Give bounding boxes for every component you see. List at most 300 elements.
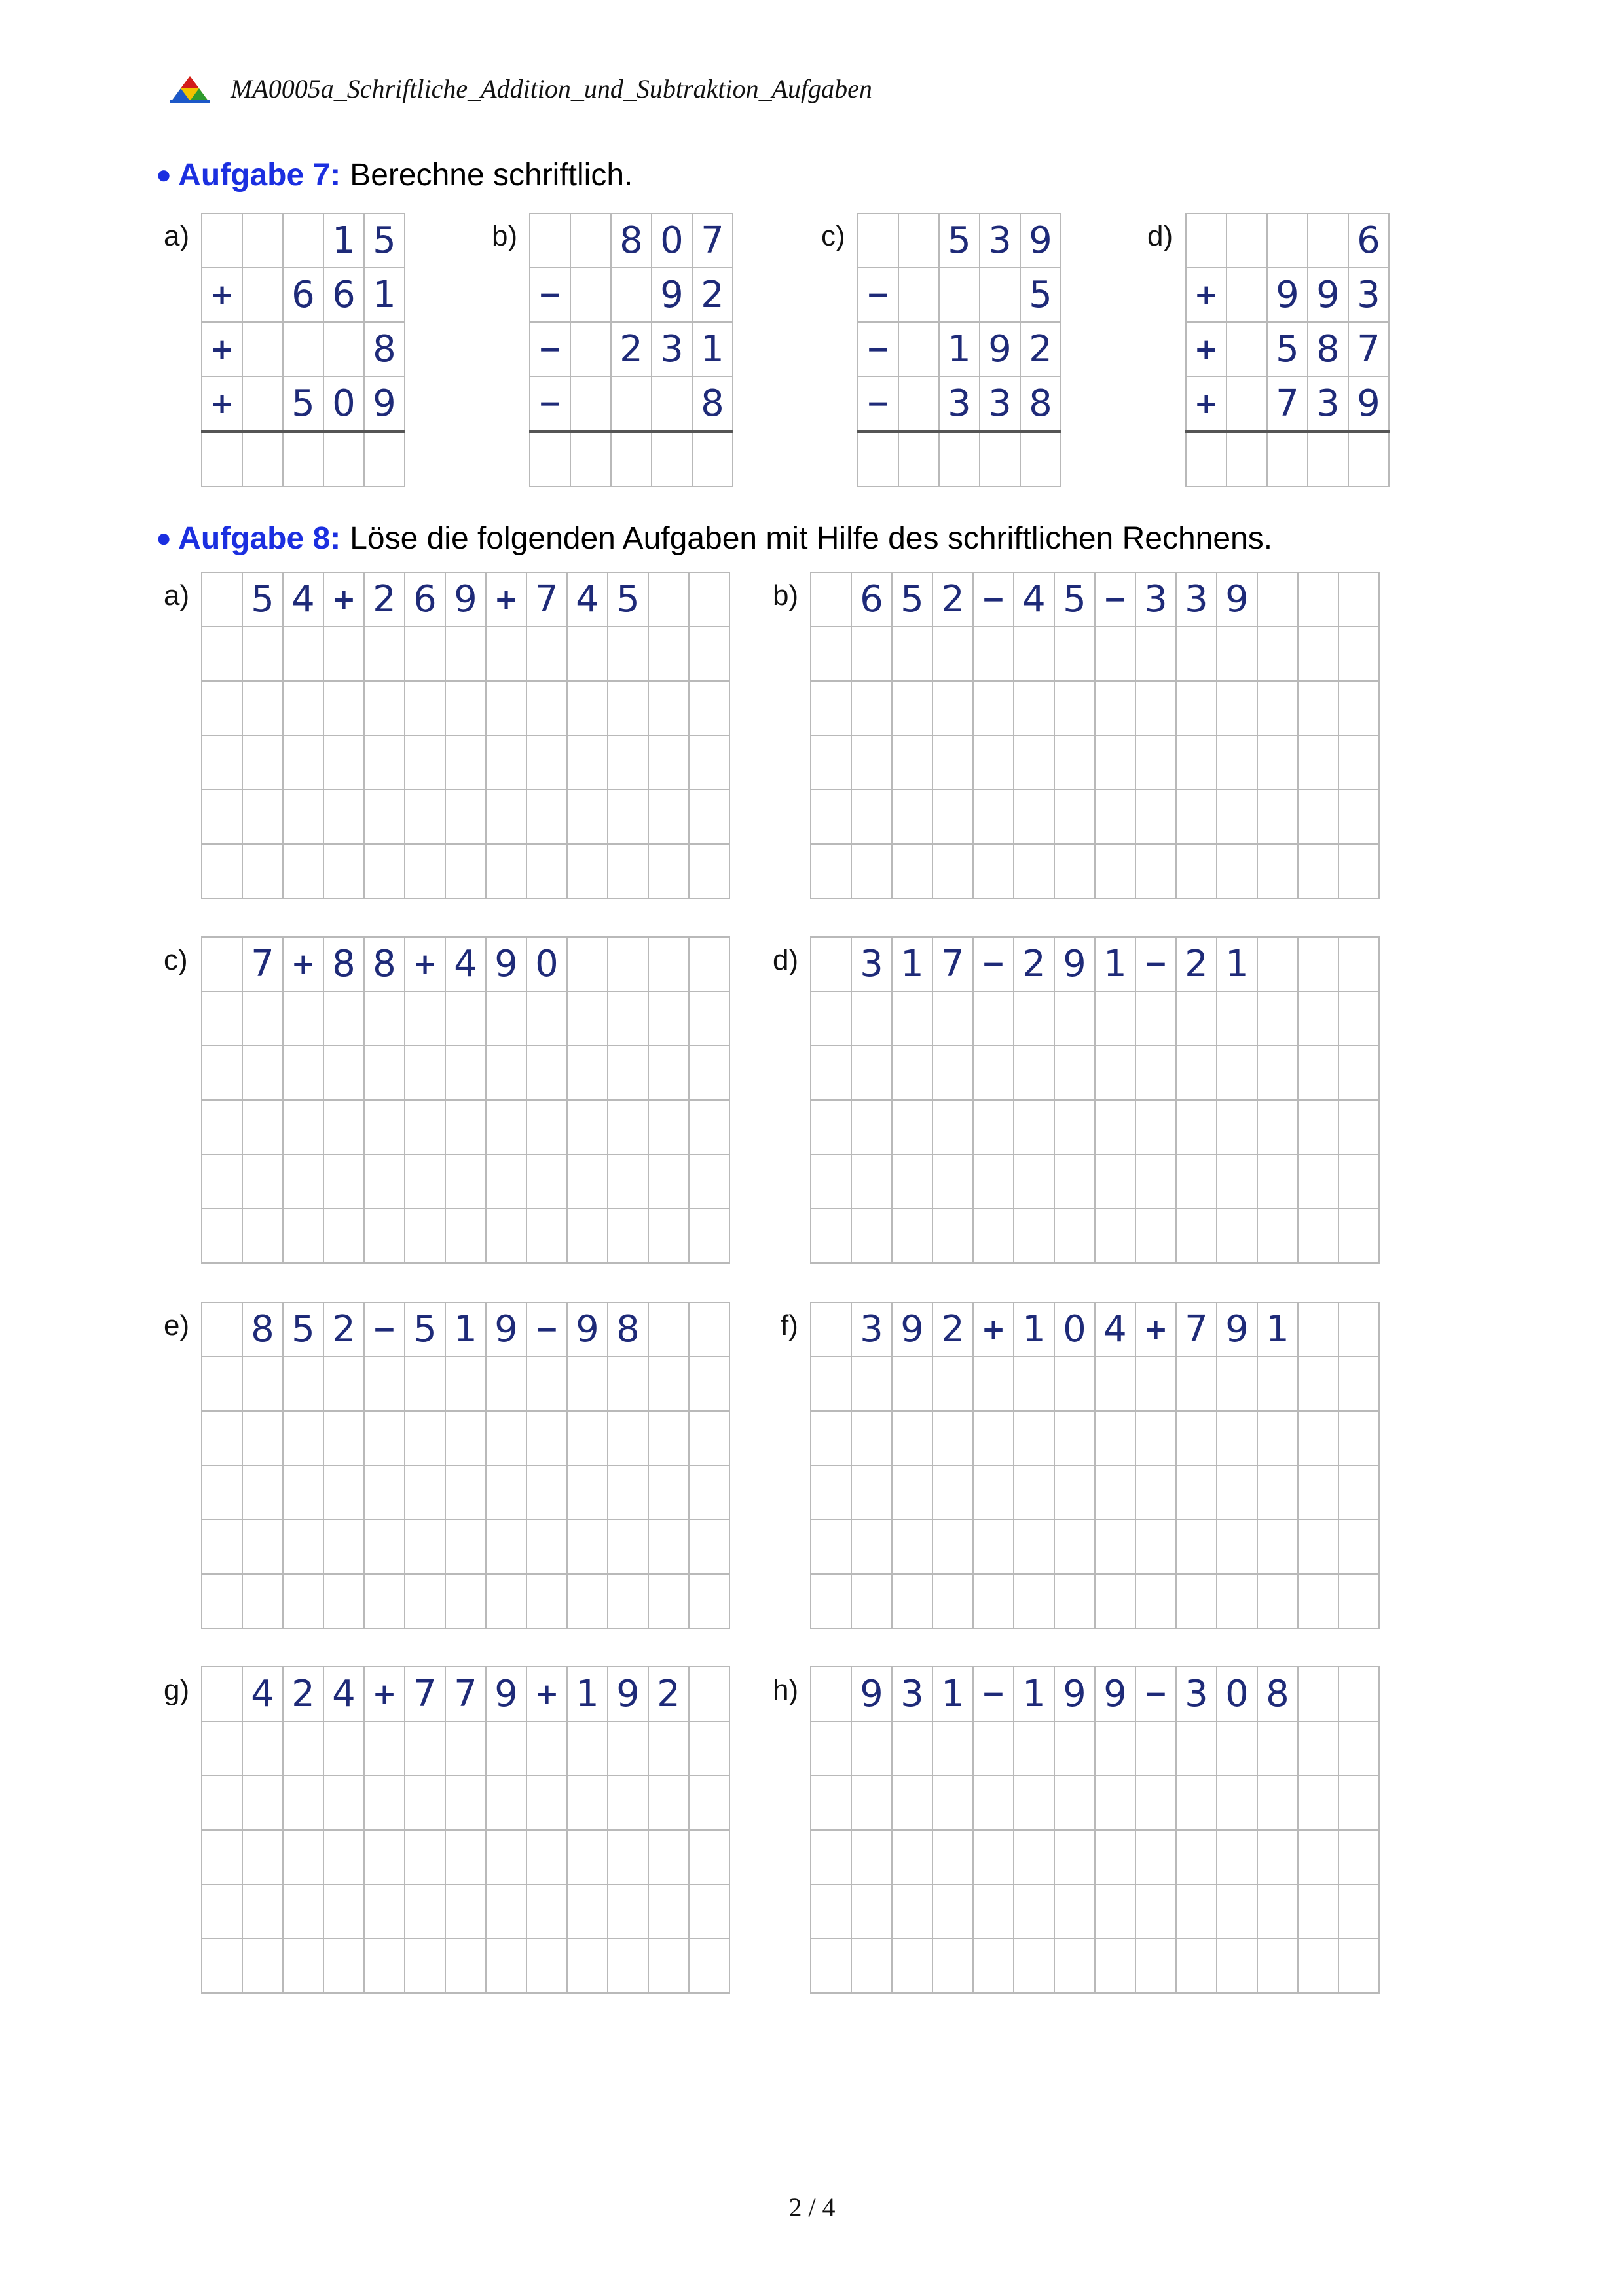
grid-cell[interactable] — [1095, 1411, 1135, 1465]
grid-cell[interactable] — [892, 991, 932, 1046]
grid-cell[interactable] — [648, 735, 689, 790]
grid-cell[interactable] — [526, 1357, 567, 1411]
grid-cell[interactable] — [1217, 681, 1257, 735]
grid-cell[interactable] — [323, 1357, 364, 1411]
grid-cell[interactable] — [242, 1209, 283, 1263]
grid-cell[interactable] — [608, 1100, 648, 1154]
grid-cell[interactable] — [526, 1154, 567, 1209]
grid-cell[interactable] — [445, 735, 486, 790]
grid-cell[interactable] — [486, 1100, 526, 1154]
grid-cell[interactable] — [932, 1411, 973, 1465]
grid-cell[interactable] — [526, 1939, 567, 1993]
grid-cell[interactable] — [1054, 1520, 1095, 1574]
grid-cell[interactable] — [689, 1209, 729, 1263]
grid-cell[interactable] — [608, 1721, 648, 1776]
grid-cell[interactable] — [973, 1209, 1014, 1263]
grid-cell[interactable] — [1095, 1884, 1135, 1939]
grid-cell[interactable] — [1176, 991, 1217, 1046]
grid-cell[interactable] — [973, 790, 1014, 844]
grid-cell[interactable] — [1014, 1574, 1054, 1628]
grid-cell[interactable] — [1257, 627, 1298, 681]
grid-cell[interactable] — [648, 844, 689, 898]
grid-cell[interactable] — [1176, 1357, 1217, 1411]
grid-cell[interactable] — [486, 1154, 526, 1209]
grid-cell[interactable] — [202, 1209, 242, 1263]
grid-cell[interactable] — [1135, 1574, 1176, 1628]
grid-cell[interactable] — [530, 213, 570, 268]
grid-cell[interactable] — [1014, 1046, 1054, 1100]
grid-cell[interactable] — [567, 681, 608, 735]
grid-cell[interactable] — [811, 1721, 851, 1776]
grid-cell[interactable] — [689, 1574, 729, 1628]
grid-cell[interactable] — [1267, 213, 1308, 268]
grid-cell[interactable] — [932, 1884, 973, 1939]
grid-cell[interactable] — [242, 1939, 283, 1993]
grid-cell[interactable] — [608, 790, 648, 844]
grid-cell[interactable] — [1054, 1830, 1095, 1884]
grid-cell[interactable] — [1338, 1830, 1379, 1884]
grid-cell[interactable] — [1135, 1154, 1176, 1209]
grid-cell[interactable] — [932, 1830, 973, 1884]
grid-cell[interactable] — [648, 1830, 689, 1884]
grid-cell[interactable] — [1298, 1046, 1338, 1100]
grid-cell[interactable] — [973, 1830, 1014, 1884]
grid-cell[interactable] — [932, 735, 973, 790]
grid-cell[interactable] — [486, 1209, 526, 1263]
grid-cell[interactable] — [1298, 1939, 1338, 1993]
grid-cell[interactable] — [892, 1465, 932, 1520]
grid-cell[interactable] — [202, 1100, 242, 1154]
grid-cell[interactable] — [608, 1357, 648, 1411]
grid-cell[interactable] — [648, 937, 689, 991]
grid-cell[interactable] — [811, 1357, 851, 1411]
grid-cell[interactable] — [202, 937, 242, 991]
grid-cell[interactable] — [445, 1939, 486, 1993]
grid-cell[interactable] — [1298, 1520, 1338, 1574]
grid-cell[interactable] — [364, 1520, 405, 1574]
grid-cell[interactable] — [1014, 627, 1054, 681]
grid-cell[interactable] — [851, 1046, 892, 1100]
grid-cell[interactable] — [202, 1776, 242, 1830]
grid-cell[interactable] — [202, 844, 242, 898]
grid-cell[interactable] — [1257, 1884, 1298, 1939]
grid-cell[interactable] — [405, 1884, 445, 1939]
grid-cell[interactable] — [323, 1465, 364, 1520]
grid-cell[interactable] — [652, 376, 692, 431]
grid-cell[interactable] — [892, 790, 932, 844]
grid-cell[interactable] — [1257, 681, 1298, 735]
grid-cell[interactable] — [1054, 1100, 1095, 1154]
grid-cell[interactable] — [405, 1154, 445, 1209]
grid-cell[interactable] — [980, 431, 1020, 486]
grid-cell[interactable] — [242, 1884, 283, 1939]
grid-cell[interactable] — [1176, 1520, 1217, 1574]
grid-cell[interactable] — [323, 1939, 364, 1993]
grid-cell[interactable] — [202, 1667, 242, 1721]
grid-cell[interactable] — [689, 1520, 729, 1574]
grid-cell[interactable] — [1298, 991, 1338, 1046]
grid-cell[interactable] — [526, 1574, 567, 1628]
grid-cell[interactable] — [892, 1721, 932, 1776]
grid-cell[interactable] — [526, 1411, 567, 1465]
grid-cell[interactable] — [1176, 735, 1217, 790]
grid-cell[interactable] — [1217, 1939, 1257, 1993]
grid-cell[interactable] — [1014, 681, 1054, 735]
grid-cell[interactable] — [486, 627, 526, 681]
grid-cell[interactable] — [1298, 1465, 1338, 1520]
grid-cell[interactable] — [689, 627, 729, 681]
grid-cell[interactable] — [1338, 1411, 1379, 1465]
grid-cell[interactable] — [608, 1574, 648, 1628]
grid-cell[interactable] — [323, 1209, 364, 1263]
grid-cell[interactable] — [932, 1520, 973, 1574]
grid-cell[interactable] — [567, 1830, 608, 1884]
grid-cell[interactable] — [973, 735, 1014, 790]
grid-cell[interactable] — [1176, 1046, 1217, 1100]
grid-cell[interactable] — [932, 991, 973, 1046]
grid-cell[interactable] — [851, 1209, 892, 1263]
grid-cell[interactable] — [1338, 790, 1379, 844]
grid-cell[interactable] — [364, 1154, 405, 1209]
grid-cell[interactable] — [1176, 681, 1217, 735]
grid-cell[interactable] — [1257, 572, 1298, 627]
grid-cell[interactable] — [1095, 1520, 1135, 1574]
grid-cell[interactable] — [486, 1884, 526, 1939]
grid-cell[interactable] — [570, 376, 611, 431]
grid-cell[interactable] — [858, 431, 898, 486]
grid-cell[interactable] — [1338, 1465, 1379, 1520]
grid-cell[interactable] — [973, 681, 1014, 735]
grid-cell[interactable] — [526, 1721, 567, 1776]
grid-cell[interactable] — [445, 1100, 486, 1154]
grid-cell[interactable] — [892, 735, 932, 790]
grid-cell[interactable] — [1257, 1100, 1298, 1154]
grid-cell[interactable] — [526, 1830, 567, 1884]
grid-cell[interactable] — [1298, 681, 1338, 735]
grid-cell[interactable] — [526, 1776, 567, 1830]
grid-cell[interactable] — [811, 991, 851, 1046]
grid-cell[interactable] — [567, 1939, 608, 1993]
grid-cell[interactable] — [323, 735, 364, 790]
grid-cell[interactable] — [283, 1939, 323, 1993]
grid-cell[interactable] — [364, 431, 405, 486]
grid-cell[interactable] — [1298, 1209, 1338, 1263]
grid-cell[interactable] — [202, 681, 242, 735]
grid-cell[interactable] — [1014, 1721, 1054, 1776]
grid-cell[interactable] — [1054, 1209, 1095, 1263]
grid-cell[interactable] — [1338, 1939, 1379, 1993]
grid-cell[interactable] — [898, 431, 939, 486]
grid-cell[interactable] — [892, 1209, 932, 1263]
grid-cell[interactable] — [811, 681, 851, 735]
grid-cell[interactable] — [445, 1154, 486, 1209]
grid-cell[interactable] — [570, 268, 611, 322]
grid-cell[interactable] — [323, 1154, 364, 1209]
grid-cell[interactable] — [1298, 844, 1338, 898]
grid-cell[interactable] — [1176, 1411, 1217, 1465]
grid-cell[interactable] — [486, 1939, 526, 1993]
grid-cell[interactable] — [242, 1830, 283, 1884]
grid-cell[interactable] — [364, 1830, 405, 1884]
grid-cell[interactable] — [1135, 627, 1176, 681]
grid-cell[interactable] — [323, 1574, 364, 1628]
grid-cell[interactable] — [567, 1411, 608, 1465]
grid-cell[interactable] — [1227, 268, 1267, 322]
grid-cell[interactable] — [648, 681, 689, 735]
grid-cell[interactable] — [445, 1574, 486, 1628]
grid-cell[interactable] — [1054, 735, 1095, 790]
grid-cell[interactable] — [202, 1357, 242, 1411]
grid-cell[interactable] — [1298, 1721, 1338, 1776]
grid-cell[interactable] — [1338, 1154, 1379, 1209]
grid-cell[interactable] — [1217, 1830, 1257, 1884]
grid-cell[interactable] — [811, 1667, 851, 1721]
grid-cell[interactable] — [1014, 1100, 1054, 1154]
grid-cell[interactable] — [811, 1154, 851, 1209]
grid-cell[interactable] — [1257, 1209, 1298, 1263]
grid-cell[interactable] — [567, 1046, 608, 1100]
grid-cell[interactable] — [323, 1100, 364, 1154]
grid-cell[interactable] — [445, 1776, 486, 1830]
grid-cell[interactable] — [1186, 431, 1227, 486]
grid-cell[interactable] — [689, 1884, 729, 1939]
grid-cell[interactable] — [851, 1830, 892, 1884]
grid-cell[interactable] — [932, 1046, 973, 1100]
grid-cell[interactable] — [202, 1939, 242, 1993]
grid-cell[interactable] — [608, 1154, 648, 1209]
grid-cell[interactable] — [445, 1465, 486, 1520]
grid-cell[interactable] — [611, 376, 652, 431]
grid-cell[interactable] — [1298, 572, 1338, 627]
grid-cell[interactable] — [445, 1411, 486, 1465]
grid-cell[interactable] — [892, 1520, 932, 1574]
grid-cell[interactable] — [811, 1100, 851, 1154]
grid-cell[interactable] — [1298, 1830, 1338, 1884]
grid-cell[interactable] — [1135, 1357, 1176, 1411]
grid-cell[interactable] — [242, 681, 283, 735]
grid-cell[interactable] — [567, 1721, 608, 1776]
grid-cell[interactable] — [689, 1721, 729, 1776]
grid-cell[interactable] — [1014, 1357, 1054, 1411]
grid-cell[interactable] — [526, 681, 567, 735]
grid-cell[interactable] — [242, 1100, 283, 1154]
grid-cell[interactable] — [1338, 681, 1379, 735]
grid-cell[interactable] — [892, 1574, 932, 1628]
grid-cell[interactable] — [526, 1209, 567, 1263]
grid-cell[interactable] — [567, 1884, 608, 1939]
grid-cell[interactable] — [811, 937, 851, 991]
grid-cell[interactable] — [1054, 844, 1095, 898]
grid-cell[interactable] — [1217, 1465, 1257, 1520]
grid-cell[interactable] — [973, 627, 1014, 681]
grid-cell[interactable] — [608, 1830, 648, 1884]
grid-cell[interactable] — [1095, 1939, 1135, 1993]
grid-cell[interactable] — [486, 1357, 526, 1411]
grid-cell[interactable] — [242, 1721, 283, 1776]
grid-cell[interactable] — [1054, 1046, 1095, 1100]
grid-cell[interactable] — [526, 1520, 567, 1574]
grid-cell[interactable] — [689, 735, 729, 790]
grid-cell[interactable] — [283, 627, 323, 681]
grid-cell[interactable] — [1095, 790, 1135, 844]
grid-cell[interactable] — [811, 1465, 851, 1520]
grid-cell[interactable] — [242, 431, 283, 486]
grid-cell[interactable] — [445, 1209, 486, 1263]
grid-cell[interactable] — [689, 1100, 729, 1154]
grid-cell[interactable] — [648, 572, 689, 627]
grid-cell[interactable] — [932, 1574, 973, 1628]
grid-cell[interactable] — [1176, 1830, 1217, 1884]
grid-cell[interactable] — [1176, 1776, 1217, 1830]
grid-cell[interactable] — [242, 1574, 283, 1628]
grid-cell[interactable] — [486, 1776, 526, 1830]
grid-cell[interactable] — [1257, 1046, 1298, 1100]
grid-cell[interactable] — [973, 1357, 1014, 1411]
grid-cell[interactable] — [1217, 1100, 1257, 1154]
grid-cell[interactable] — [1135, 991, 1176, 1046]
grid-cell[interactable] — [648, 1574, 689, 1628]
grid-cell[interactable] — [811, 1884, 851, 1939]
grid-cell[interactable] — [1176, 1100, 1217, 1154]
grid-cell[interactable] — [486, 1721, 526, 1776]
grid-cell[interactable] — [1257, 1154, 1298, 1209]
grid-cell[interactable] — [973, 1411, 1014, 1465]
grid-cell[interactable] — [1217, 1046, 1257, 1100]
grid-cell[interactable] — [445, 1520, 486, 1574]
grid-cell[interactable] — [932, 790, 973, 844]
grid-cell[interactable] — [1298, 1100, 1338, 1154]
grid-cell[interactable] — [283, 431, 323, 486]
grid-cell[interactable] — [364, 1465, 405, 1520]
grid-cell[interactable] — [932, 1100, 973, 1154]
grid-cell[interactable] — [648, 627, 689, 681]
grid-cell[interactable] — [689, 1154, 729, 1209]
grid-cell[interactable] — [526, 790, 567, 844]
grid-cell[interactable] — [811, 1411, 851, 1465]
grid-cell[interactable] — [1054, 1884, 1095, 1939]
grid-cell[interactable] — [892, 1884, 932, 1939]
grid-cell[interactable] — [486, 844, 526, 898]
grid-cell[interactable] — [811, 572, 851, 627]
grid-cell[interactable] — [648, 1357, 689, 1411]
grid-cell[interactable] — [567, 844, 608, 898]
grid-cell[interactable] — [570, 431, 611, 486]
grid-cell[interactable] — [364, 790, 405, 844]
grid-cell[interactable] — [1257, 1721, 1298, 1776]
grid-cell[interactable] — [1257, 937, 1298, 991]
grid-cell[interactable] — [1267, 431, 1308, 486]
grid-cell[interactable] — [242, 1154, 283, 1209]
grid-cell[interactable] — [1135, 844, 1176, 898]
grid-cell[interactable] — [526, 1465, 567, 1520]
grid-cell[interactable] — [1014, 1939, 1054, 1993]
grid-cell[interactable] — [608, 735, 648, 790]
grid-cell[interactable] — [364, 735, 405, 790]
grid-cell[interactable] — [811, 790, 851, 844]
grid-cell[interactable] — [202, 1830, 242, 1884]
grid-cell[interactable] — [283, 991, 323, 1046]
grid-cell[interactable] — [851, 1465, 892, 1520]
grid-cell[interactable] — [1014, 1465, 1054, 1520]
grid-cell[interactable] — [486, 991, 526, 1046]
grid-cell[interactable] — [202, 991, 242, 1046]
grid-cell[interactable] — [1227, 431, 1267, 486]
grid-cell[interactable] — [1176, 1465, 1217, 1520]
grid-cell[interactable] — [1054, 1154, 1095, 1209]
grid-cell[interactable] — [526, 991, 567, 1046]
grid-cell[interactable] — [526, 1100, 567, 1154]
grid-cell[interactable] — [405, 1357, 445, 1411]
grid-cell[interactable] — [611, 268, 652, 322]
grid-cell[interactable] — [608, 991, 648, 1046]
grid-cell[interactable] — [811, 627, 851, 681]
grid-cell[interactable] — [851, 1574, 892, 1628]
grid-cell[interactable] — [323, 1776, 364, 1830]
grid-cell[interactable] — [1217, 1520, 1257, 1574]
grid-cell[interactable] — [1257, 844, 1298, 898]
grid-cell[interactable] — [1095, 627, 1135, 681]
grid-cell[interactable] — [323, 1884, 364, 1939]
grid-cell[interactable] — [973, 991, 1014, 1046]
grid-cell[interactable] — [526, 1046, 567, 1100]
grid-cell[interactable] — [973, 1574, 1014, 1628]
grid-cell[interactable] — [1054, 627, 1095, 681]
grid-cell[interactable] — [567, 1520, 608, 1574]
grid-cell[interactable] — [689, 1411, 729, 1465]
grid-cell[interactable] — [1257, 1357, 1298, 1411]
grid-cell[interactable] — [202, 790, 242, 844]
grid-cell[interactable] — [1257, 1776, 1298, 1830]
grid-cell[interactable] — [1135, 735, 1176, 790]
grid-cell[interactable] — [323, 790, 364, 844]
grid-cell[interactable] — [608, 1411, 648, 1465]
grid-cell[interactable] — [1135, 1884, 1176, 1939]
grid-cell[interactable] — [892, 1154, 932, 1209]
grid-cell[interactable] — [1095, 1721, 1135, 1776]
grid-cell[interactable] — [1176, 790, 1217, 844]
grid-cell[interactable] — [526, 1884, 567, 1939]
grid-cell[interactable] — [1298, 627, 1338, 681]
grid-cell[interactable] — [1176, 1884, 1217, 1939]
grid-cell[interactable] — [1014, 1776, 1054, 1830]
grid-cell[interactable] — [892, 1830, 932, 1884]
grid-cell[interactable] — [1014, 1884, 1054, 1939]
grid-cell[interactable] — [1095, 844, 1135, 898]
grid-cell[interactable] — [1014, 1209, 1054, 1263]
grid-cell[interactable] — [405, 1100, 445, 1154]
grid-cell[interactable] — [932, 681, 973, 735]
grid-cell[interactable] — [1054, 1574, 1095, 1628]
grid-cell[interactable] — [202, 1302, 242, 1357]
grid-cell[interactable] — [851, 844, 892, 898]
grid-cell[interactable] — [1014, 790, 1054, 844]
grid-cell[interactable] — [242, 213, 283, 268]
grid-cell[interactable] — [973, 1046, 1014, 1100]
grid-cell[interactable] — [608, 844, 648, 898]
grid-cell[interactable] — [973, 1884, 1014, 1939]
grid-cell[interactable] — [405, 681, 445, 735]
grid-cell[interactable] — [1186, 213, 1227, 268]
grid-cell[interactable] — [486, 790, 526, 844]
grid-cell[interactable] — [405, 790, 445, 844]
grid-cell[interactable] — [202, 572, 242, 627]
grid-cell[interactable] — [242, 376, 283, 431]
grid-cell[interactable] — [1054, 1721, 1095, 1776]
grid-cell[interactable] — [1095, 1465, 1135, 1520]
grid-cell[interactable] — [1227, 213, 1267, 268]
grid-cell[interactable] — [405, 1411, 445, 1465]
grid-cell[interactable] — [1338, 1209, 1379, 1263]
